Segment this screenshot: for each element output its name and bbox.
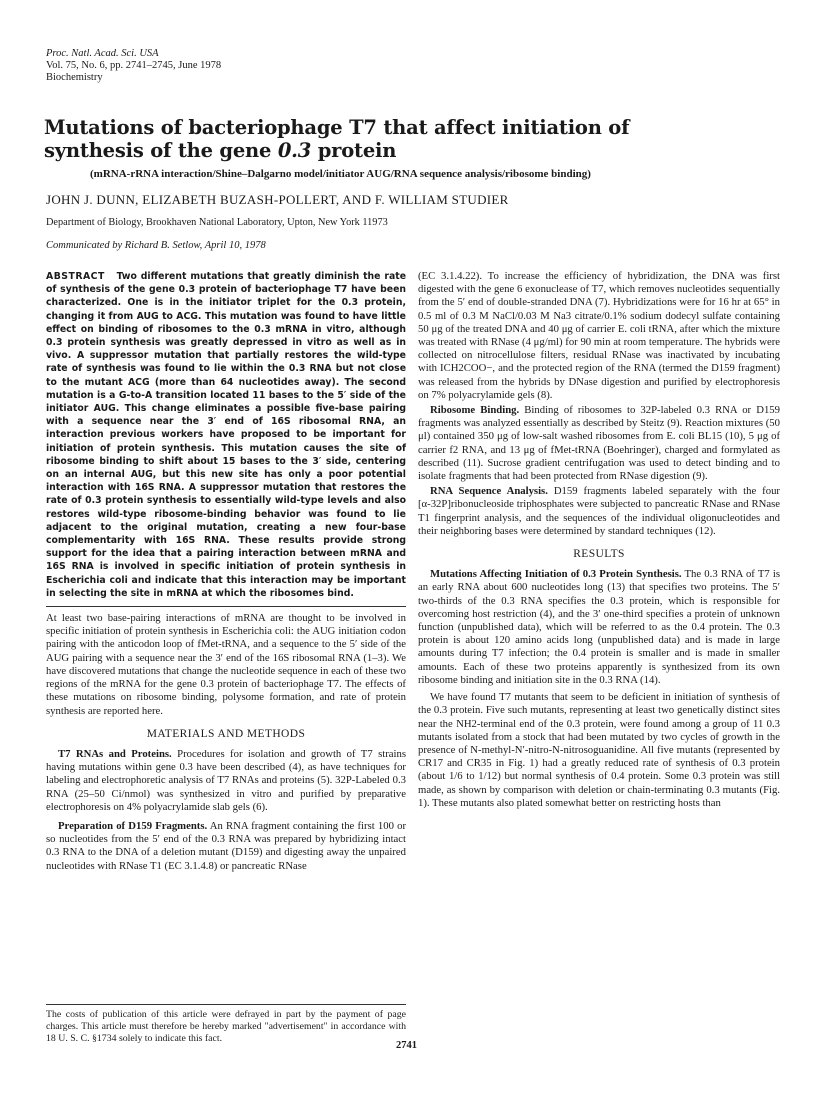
abstract [46,270,406,600]
page-number: 2741 [396,1040,417,1051]
authors: JOHN J. DUNN, ELIZABETH BUZASH-POLLERT, AND F. WILLIAM STUDIER [46,192,509,207]
rna-sequence-paragraph: RNA Sequence Analysis. D159 fragments labeled separately with the four [α-32P]ribonucleoside triphosphates were subjected to pancreatic RNase and RNase T1 fingerprint analysis, and the sequences of the individual oligonucleotides and their neighboring bases were determined by standard techniques (12). [418,485,780,537]
journal-section: Biochemistry [46,72,103,83]
methods-paragraph-1: T7 RNAs and Proteins. Procedures for isolation and growth of T7 strains having mutations within gene 0.3 have been described (4), as have techniques for labeling and electrophoretic analysis of T7 RNAs and proteins (5). 32P-Labeled 0.3 RNA (25–50 Ci/nmol) was synthesized in vitro and purified by preparative electrophoresis on 4% polyacrylamide slab gels (6). [46,747,406,813]
right-column [418,270,780,810]
methods-heading: MATERIALS AND METHODS [146,727,306,740]
left-column [46,270,406,873]
methods-paragraph-2-cont: (EC 3.1.4.22). To increase the efficiency of hybridization, the DNA was first digested with the gene 6 exonuclease of T7, which removes nucleotides sequentially from the 5′ end of double-stranded DNA (7). Hybridizations were for 16 hr at 65° in 0.5 ml of 0.3 M NaCl/0.03 M Na3 citrate/0.1% sodium dodecyl sulfate containing 50 μg of the treated DNA and 40 μg of carrier E. coli tRNA, after which the mixture was treated with RNase (4 μg/ml) for 90 min at room temperature. The hybrids were collected on nitrocellulose filters, residual RNase was inactivated by incubating with ICH2COO−, and the protected region of the RNA (termed the D159 fragment) was released from the hybrids by DNase digestion and purified by electrophoresis on 7% polyacrylamide gels (8). [418,270,780,401]
journal-volume: Vol. 75, No. 6, pp. 2741–2745, June 1978 [46,60,222,71]
title-line-1: Mutations of bacteriophage T7 that affect initiation of [44,116,630,139]
article-title [44,116,744,162]
results-heading: RESULTS [573,548,625,561]
results-paragraph-2: We have found T7 mutants that seem to be deficient in initiation of synthesis of the 0.3 protein. Five such mutants, representing at least two genetically distinct sites near the NH2-terminal end of the 0.3 protein, were found among a group of 11 0.3 mutants isolated from a stock that had been mutated by two cycles of growth in the presence of N-methyl-N′-nitro-N-nitrosoguanidine. All five mutants (represented by CR17 and CR35 in Fig. 1) had a greatly reduced rate of synthesis of 0.3 protein (about 1/6 to 1/12) but normal synthesis of 0.4 protein. Some 0.3 protein was still made, as shown by comparison with deletion or chain-terminating 0.3 mutants (Fig. 1). These mutants also plated somewhat better on restricting hosts than [418,691,780,809]
abstract-divider [46,606,406,607]
methods-paragraph-2: Preparation of D159 Fragments. An RNA fragment containing the first 100 or so nucleotides from the 5′ end of the 0.3 RNA was prepared by hybridizing intact 0.3 RNA to the DNA of a deletion mutant (D159) and digesting away the unpaired nucleotides with RNase T1 (EC 3.1.4.8) or pancreatic RNase [46,819,407,872]
ribosome-binding-paragraph: Ribosome Binding. Binding of ribosomes to 32P-labeled 0.3 RNA or D159 fragments was analyzed essentially as described by Steitz (9). Reaction mixtures (50 μl) contained 350 μg of low-salt washed ribosomes from E. coli BL15 (10), 5 μg of carrier f2 RNA, and 13 μg of fMet-tRNA (Boehringer), charged and formylated as described (11). Sucrose gradient centrifugation was used to detect binding and to isolate fragments that had been protected from RNase digestion (9). [418,404,780,483]
abstract-label: ABSTRACT [46,271,105,282]
affiliation: Department of Biology, Brookhaven National Laboratory, Upton, New York 11973 [46,217,388,228]
communicated-by: Communicated by Richard B. Setlow, April 10, 1978 [46,240,266,251]
journal-name: Proc. Natl. Acad. Sci. USA [46,48,159,59]
results-paragraph-1: Mutations Affecting Initiation of 0.3 Protein Synthesis. The 0.3 RNA of T7 is an early RNA about 600 nucleotides long (13) that specifies two proteins. The 5′ two-thirds of the 0.3 RNA specifies the 0.3 protein, which is responsible for overcoming host restriction (4), and the 3′ one-third specifies a protein of unknown function (unpublished data), which will be referred to as the 0.4 protein. The 0.3 protein is about 120 amino acids long (unpublished data) and is made in large amounts during T7 infection; the 0.4 protein is smaller and is made in smaller amounts. Each of these two proteins apparently is synthesized from its own ribosome binding and initiation site in the 0.3 RNA (14). [418,568,780,686]
keywords: (mRNA-rRNA interaction/Shine–Dalgarno model/initiator AUG/RNA sequence analysis/ribosome binding) [90,168,591,180]
abstract-text: Two different mutations that greatly diminish the rate of synthesis of the gene 0.3 protein of bacteriophage T7 have been characterized. One is in the initiator triplet for the 0.3 protein, changing it from AUG to ACG. This mutation was found to have little effect on binding of ribosomes to the 0.3 mRNA in vitro, although 0.3 protein synthesis was greatly depressed in vitro as well as in vivo. A suppressor mutation that partially restores the wild-type rate of synthesis was found to lie within the 0.3 RNA but not close to the mutant ACG (more than 64 nucleotides away). The second mutation is a G-to-A transition located 11 bases to the 5′ side of the initiator AUG. This change eliminates a possible five-base pairing with a sequence near the 3′ end of 16S ribosomal RNA, an interaction previous workers have proposed to be important for initiation of protein synthesis. This mutation causes the site of ribosome binding to shift about 15 bases to the 3′ side, centering on an internal AUG, but this new site has only a poor potential interaction with 16S RNA. A suppressor mutation that restores the rate of 0.3 protein synthesis to essentially wild-type levels and also restores wild-type ribosome-binding behavior was found to lie adjacent to the original mutation, creating a new four-base complementarity with 16S RNA. These results provide strong support for the idea that a pairing interaction between mRNA and 16S RNA is involved in specific initiation of protein synthesis in Escherichia coli and indicate that this interaction may be important in selecting the site in mRNA at which the ribosomes bind. [46,271,406,599]
footnote: The costs of publication of this article were defrayed in part by the payment of page charges. This article must therefore be hereby marked "advertisement" in accordance with 18 U. S. C. §1734 solely to indicate this fact. [46,1004,406,1045]
journal-header [46,48,221,84]
title-line-2: synthesis of the gene 0.3 protein [44,139,397,162]
intro-paragraph: At least two base-pairing interactions of mRNA are thought to be involved in specific initiation of protein synthesis in Escherichia coli: the AUG initiation codon pairing with the anticodon loop of fMet-tRNA, and a sequence to the 5′ side of the AUG pairing with a sequence near the 3′ end of the 16S ribosomal RNA (1–3). We have discovered mutations that change the nucleotide sequence in each of these two regions of the mRNA for the gene 0.3 protein of bacteriophage T7. The effects of these mutations on ribosome binding, polysome formation, and rate of protein synthesis are reported here. [46,612,406,717]
